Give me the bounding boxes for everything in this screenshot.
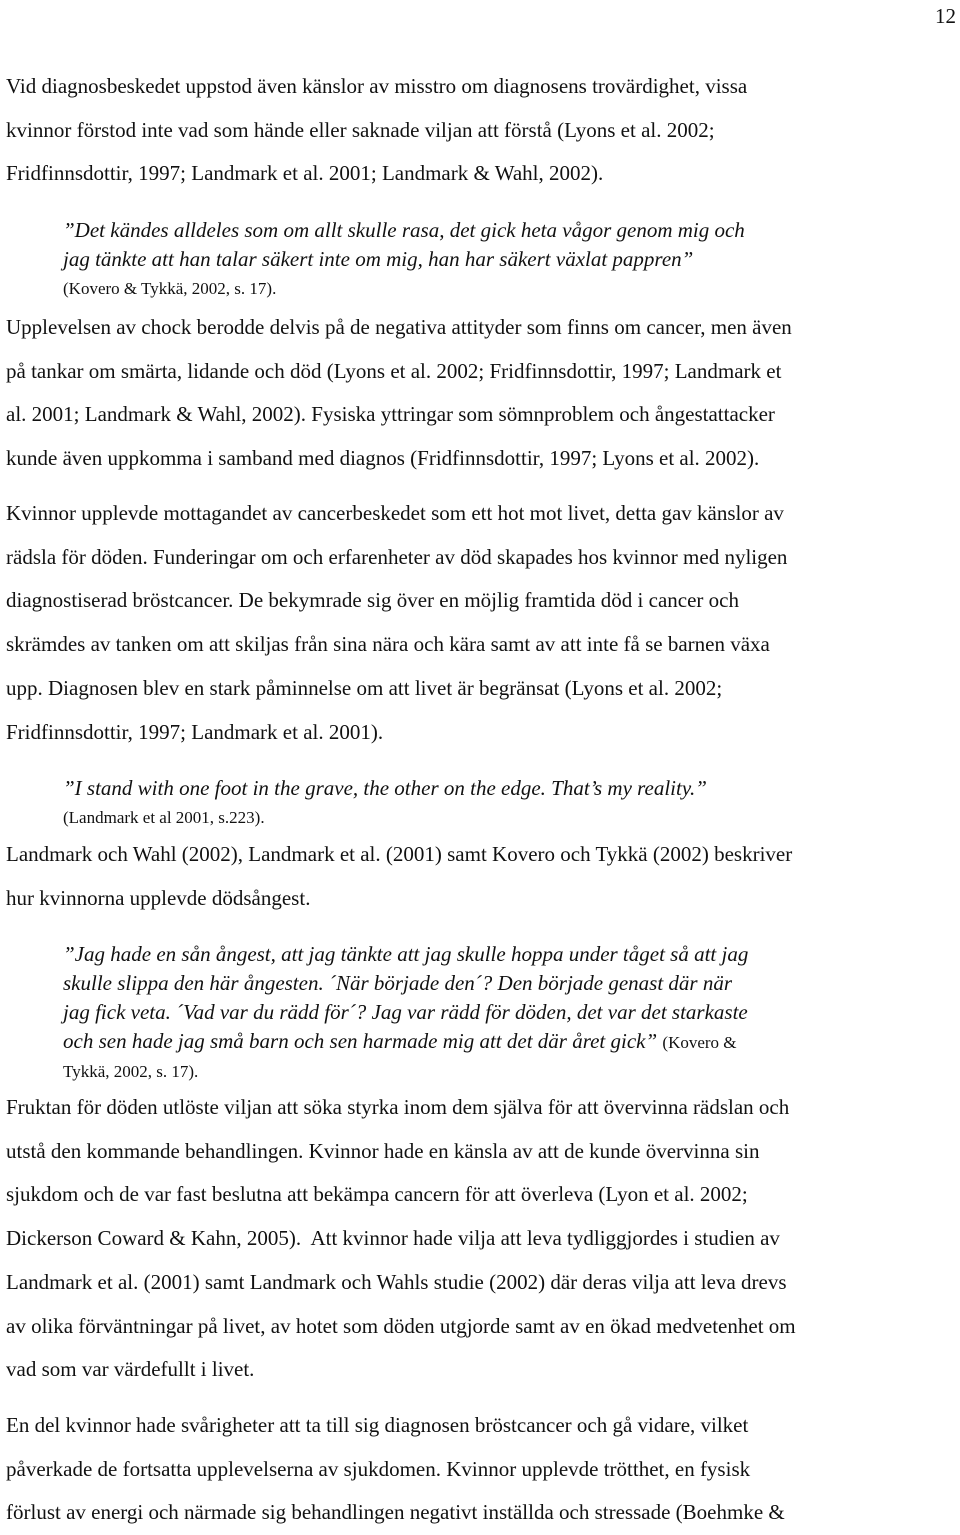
block-quote-2 bbox=[63, 774, 953, 832]
paragraph-line: rädsla för döden. Funderingar om och erfarenheter av död skapades hos kvinnor med nyligen bbox=[6, 544, 788, 569]
paragraph-line: Fridfinnsdottir, 1997; Landmark et al. 2001; Landmark & Wahl, 2002). bbox=[6, 161, 604, 186]
paragraph-line: utstå den kommande behandlingen. Kvinnor hade en känsla av att de kunde övervinna sin bbox=[6, 1138, 760, 1163]
paragraph-line: skrämdes av tanken om att skiljas från sina nära och kära samt av att inte få se barnen växa bbox=[6, 632, 770, 657]
block-quote-1 bbox=[63, 216, 953, 303]
paragraph-line: Vid diagnosbeskedet uppstod även känslor av misstro om diagnosens trovärdighet, vissa bbox=[6, 74, 748, 98]
paragraph-line: Kvinnor upplevde mottagandet av cancerbeskedet som ett hot mot livet, detta gav känslor av bbox=[6, 501, 784, 525]
quote-line: jag tänkte att han talar säkert inte om mig, han har säkert växlat pappren” bbox=[63, 247, 694, 271]
paragraph-line: diagnostiserad bröstcancer. De bekymrade sig över en möjlig framtida död i cancer och bbox=[6, 588, 739, 613]
paragraph-line: sjukdom och de var fast beslutna att bekämpa cancern för att överleva (Lyon et al. 2002; bbox=[6, 1182, 748, 1207]
paragraph-3 bbox=[6, 492, 956, 754]
quote-line: jag fick veta. ´Vad var du rädd för´? Jag var rädd för döden, det var det starkaste bbox=[63, 1000, 748, 1024]
paragraph-line: Fruktan för döden utlöste viljan att söka styrka inom dem själva för att övervinna rädslan och bbox=[6, 1095, 790, 1119]
quote-line: ”Jag hade en sån ångest, att jag tänkte att jag skulle hoppa under tåget så att jag bbox=[63, 942, 749, 966]
paragraph-line: kunde även uppkomma i samband med diagnos (Fridfinnsdottir, 1997; Lyons et al. 2002). bbox=[6, 446, 760, 471]
paragraph-6 bbox=[6, 1404, 956, 1535]
paragraph-line: al. 2001; Landmark & Wahl, 2002). Fysiska yttringar som sömnproblem och ångestattacker bbox=[6, 402, 775, 427]
quote-line: ”Det kändes alldeles som om allt skulle rasa, det gick heta vågor genom mig och bbox=[63, 218, 745, 242]
quote-line: ”I stand with one foot in the grave, the other on the edge. That’s my reality.” bbox=[63, 776, 707, 800]
paragraph-line: vad som var värdefullt i livet. bbox=[6, 1357, 255, 1382]
quote-line-text: och sen hade jag små barn och sen harmade mig att det där året gick” bbox=[63, 1029, 658, 1053]
paragraph-line: Landmark och Wahl (2002), Landmark et al. (2001) samt Kovero och Tykkä (2002) beskriver bbox=[6, 842, 793, 866]
paragraph-line: En del kvinnor hade svårigheter att ta till sig diagnosen bröstcancer och gå vidare, vilket bbox=[6, 1413, 749, 1437]
paragraph-1 bbox=[6, 65, 956, 196]
paragraph-5 bbox=[6, 1086, 956, 1392]
paragraph-line: Upplevelsen av chock berodde delvis på de negativa attityder som finns om cancer, men även bbox=[6, 315, 792, 339]
paragraph-line: kvinnor förstod inte vad som hände eller saknade viljan att förstå (Lyons et al. 2002; bbox=[6, 117, 715, 142]
paragraph-line: hur kvinnorna upplevde dödsångest. bbox=[6, 885, 311, 910]
block-quote-3 bbox=[63, 940, 953, 1086]
paragraph-line: påverkade de fortsatta upplevelserna av sjukdomen. Kvinnor upplevde trötthet, en fysisk bbox=[6, 1456, 751, 1481]
paragraph-line: upp. Diagnosen blev en stark påminnelse om att livet är begränsat (Lyons et al. 2002; bbox=[6, 675, 723, 700]
quote-line bbox=[63, 1027, 953, 1057]
paragraph-line: av olika förväntningar på livet, av hotet som döden utgjorde samt av en ökad medvetenhet om bbox=[6, 1313, 796, 1338]
page-number: 12 bbox=[935, 4, 956, 28]
paragraph-4 bbox=[6, 833, 956, 920]
paragraph-line: Landmark et al. (2001) samt Landmark och Wahls studie (2002) där deras vilja att leva drevs bbox=[6, 1269, 787, 1294]
quote-line: skulle slippa den här ångesten. ´När började den´? Den började genast där när bbox=[63, 971, 733, 995]
quote-citation-continued: Tykkä, 2002, s. 17). bbox=[63, 1062, 199, 1081]
quote-citation: (Landmark et al 2001, s.223). bbox=[63, 808, 265, 827]
quote-citation: (Kovero & bbox=[662, 1033, 737, 1052]
paragraph-line: på tankar om smärta, lidande och död (Lyons et al. 2002; Fridfinnsdottir, 1997; Landmark et bbox=[6, 358, 782, 383]
paragraph-line: Fridfinnsdottir, 1997; Landmark et al. 2001). bbox=[6, 719, 384, 744]
paragraph-line: Dickerson Coward & Kahn, 2005). Att kvinnor hade vilja att leva tydliggjordes i studien av bbox=[6, 1226, 780, 1251]
paragraph-line: förlust av energi och närmade sig behandlingen negativt inställda och stressade (Boehmke & bbox=[6, 1500, 785, 1525]
paragraph-2 bbox=[6, 306, 956, 481]
quote-citation: (Kovero & Tykkä, 2002, s. 17). bbox=[63, 279, 277, 298]
